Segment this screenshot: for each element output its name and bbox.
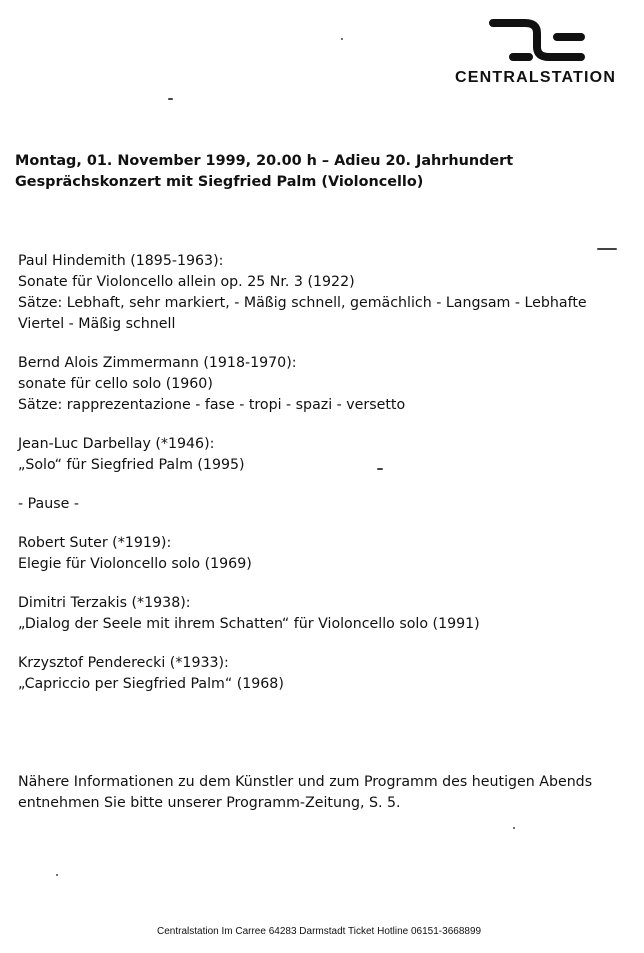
logo-wordmark: CENTRALSTATION [455,69,617,86]
program-entry-suter [18,533,628,575]
program-entry-penderecki [18,653,628,695]
work-line: „Solo“ für Siegfried Palm (1995) [18,457,245,473]
scan-speck [168,98,173,100]
pause-line: - Pause - [18,496,79,512]
scan-speck [377,468,383,470]
work-line: Elegie für Violoncello solo (1969) [18,556,252,572]
program-entry-hindemith [18,251,628,335]
work-line: „Dialog der Seele mit ihrem Schatten“ für Violoncello solo (1991) [18,616,480,632]
info-line: entnehmen Sie bitte unserer Programm-Zeitung, S. 5. [18,795,401,811]
info-line: Nähere Informationen zu dem Künstler und zum Programm des heutigen Abends [18,774,593,790]
scan-speck [597,248,617,250]
program-pause [18,494,628,515]
scan-speck [56,874,58,876]
work-line: sonate für cello solo (1960) [18,376,213,392]
work-line: Sonate für Violoncello allein op. 25 Nr. 3 (1922) [18,274,355,290]
composer-line: Dimitri Terzakis (*1938): [18,595,191,611]
composer-line: Robert Suter (*1919): [18,535,172,551]
composer-line: Krzysztof Penderecki (*1933): [18,655,229,671]
event-header [15,151,615,193]
program-list [18,251,628,713]
event-subtitle: Gesprächskonzert mit Siegfried Palm (Violoncello) [15,174,424,190]
program-entry-darbellay [18,434,628,476]
program-entry-terzakis [18,593,628,635]
program-entry-zimmermann [18,353,628,416]
scan-speck [513,827,515,829]
composer-line: Paul Hindemith (1895-1963): [18,253,224,269]
composer-line: Bernd Alois Zimmermann (1918-1970): [18,355,297,371]
composer-line: Jean-Luc Darbellay (*1946): [18,436,215,452]
scan-speck [341,38,343,40]
centralstation-logo-mark [485,14,585,66]
footer-address: Centralstation Im Carree 64283 Darmstadt Ticket Hotline 06151-3668899 [157,926,482,937]
event-date-title: Montag, 01. November 1999, 20.00 h – Adieu 20. Jahrhundert [15,153,514,169]
movements-line-continued: Viertel - Mäßig schnell [18,316,176,332]
movements-line: Sätze: rapprezentazione - fase - tropi - spazi - versetto [18,397,406,413]
centralstation-logo [455,14,637,89]
movements-line: Sätze: Lebhaft, sehr markiert, - Mäßig schnell, gemächlich - Langsam - Lebhafte [18,295,587,311]
work-line: „Capriccio per Siegfried Palm“ (1968) [18,676,284,692]
info-paragraph [18,772,628,814]
